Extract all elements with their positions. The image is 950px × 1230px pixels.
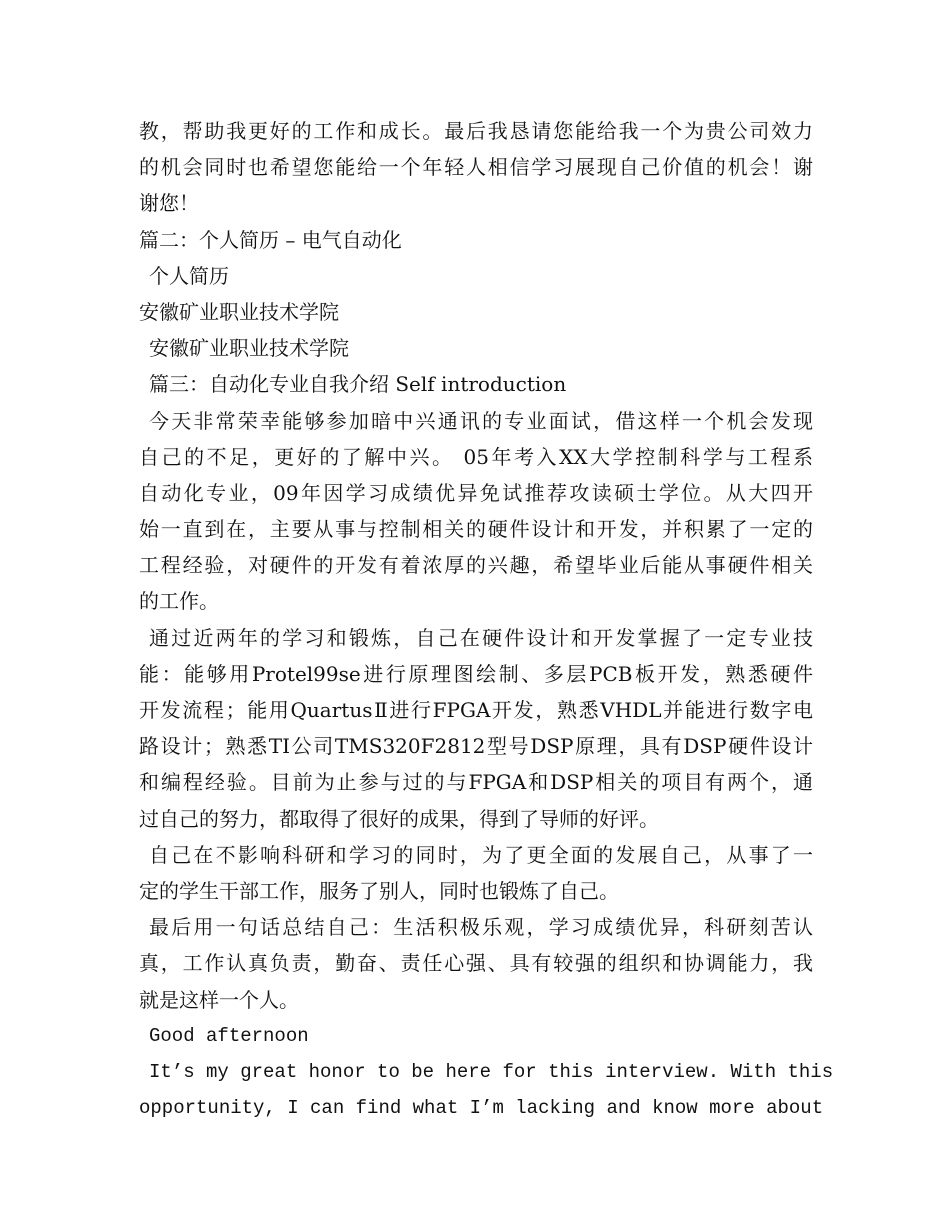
text-line: 的工作。 [139, 589, 219, 614]
text-line: 今天非常荣幸能够参加暗中兴通讯的专业面试，借这样一个机会发现 [149, 408, 813, 433]
text-line: 定的学生干部工作，服务了别人，同时也锻炼了自己。 [139, 878, 619, 903]
text-line: 自己的不足，更好的了解中兴。 05年考入XX大学控制科学与工程系 [139, 444, 813, 469]
text-line: 个人简历 [149, 263, 229, 288]
text-line: 自动化专业，09年因学习成绩优异免试推荐攻读硕士学位。从大四开 [139, 480, 813, 505]
text-line: 真，工作认真负责，勤奋、责任心强、具有较强的组织和协调能力，我 [139, 951, 813, 976]
text-line: 工程经验，对硬件的开发有着浓厚的兴趣，希望毕业后能从事硬件相关 [139, 553, 813, 578]
text-line: 安徽矿业职业技术学院 [149, 336, 349, 361]
text-line: 就是这样一个人。 [139, 987, 299, 1012]
text-line: 自己在不影响科研和学习的同时，为了更全面的发展自己，从事了一 [149, 842, 813, 867]
text-line: 过自己的努力，都取得了很好的成果，得到了导师的好评。 [139, 806, 659, 831]
text-line: 谢您！ [139, 191, 199, 216]
text-line: 和编程经验。目前为止参与过的与FPGA和DSP相关的项目有两个，通 [139, 770, 813, 795]
text-line: 最后用一句话总结自己：生活积极乐观，学习成绩优异，科研刻苦认 [149, 915, 813, 940]
text-line: 通过近两年的学习和锻炼，自己在硬件设计和开发掌握了一定专业技 [149, 625, 813, 650]
text-line: 开发流程；能用QuartusⅡ进行FPGA开发，熟悉VHDL并能进行数字电 [139, 698, 813, 722]
text-line: 能：能够用Protel99se进行原理图绘制、多层PCB板开发，熟悉硬件 [139, 661, 813, 686]
text-line: 的机会同时也希望您能给一个年轻人相信学习展现自己价值的机会！谢 [139, 155, 813, 180]
text-line: 教，帮助我更好的工作和成长。最后我恳请您能给我一个为贵公司效力 [139, 119, 813, 143]
text-line: 安徽矿业职业技术学院 [139, 299, 339, 324]
text-line: 路设计；熟悉TI公司TMS320F2812型号DSP原理，具有DSP硬件设计 [139, 734, 813, 759]
text-line: 始一直到在，主要从事与控制相关的硬件设计和开发，并积累了一定的 [139, 517, 813, 542]
english-text-line: It’s my great honor to be here for this interview. With this [149, 1060, 834, 1083]
english-text-line: opportunity, I can find what I’m lacking and know more about [139, 1097, 824, 1120]
english-text-line: Good afternoon [149, 1024, 309, 1047]
document-body [139, 113, 834, 1126]
section-heading-2: 篇二：个人简历 – 电气自动化 [139, 227, 402, 252]
section-heading-3: 篇三：自动化专业自我介绍 Self introduction [149, 372, 567, 397]
